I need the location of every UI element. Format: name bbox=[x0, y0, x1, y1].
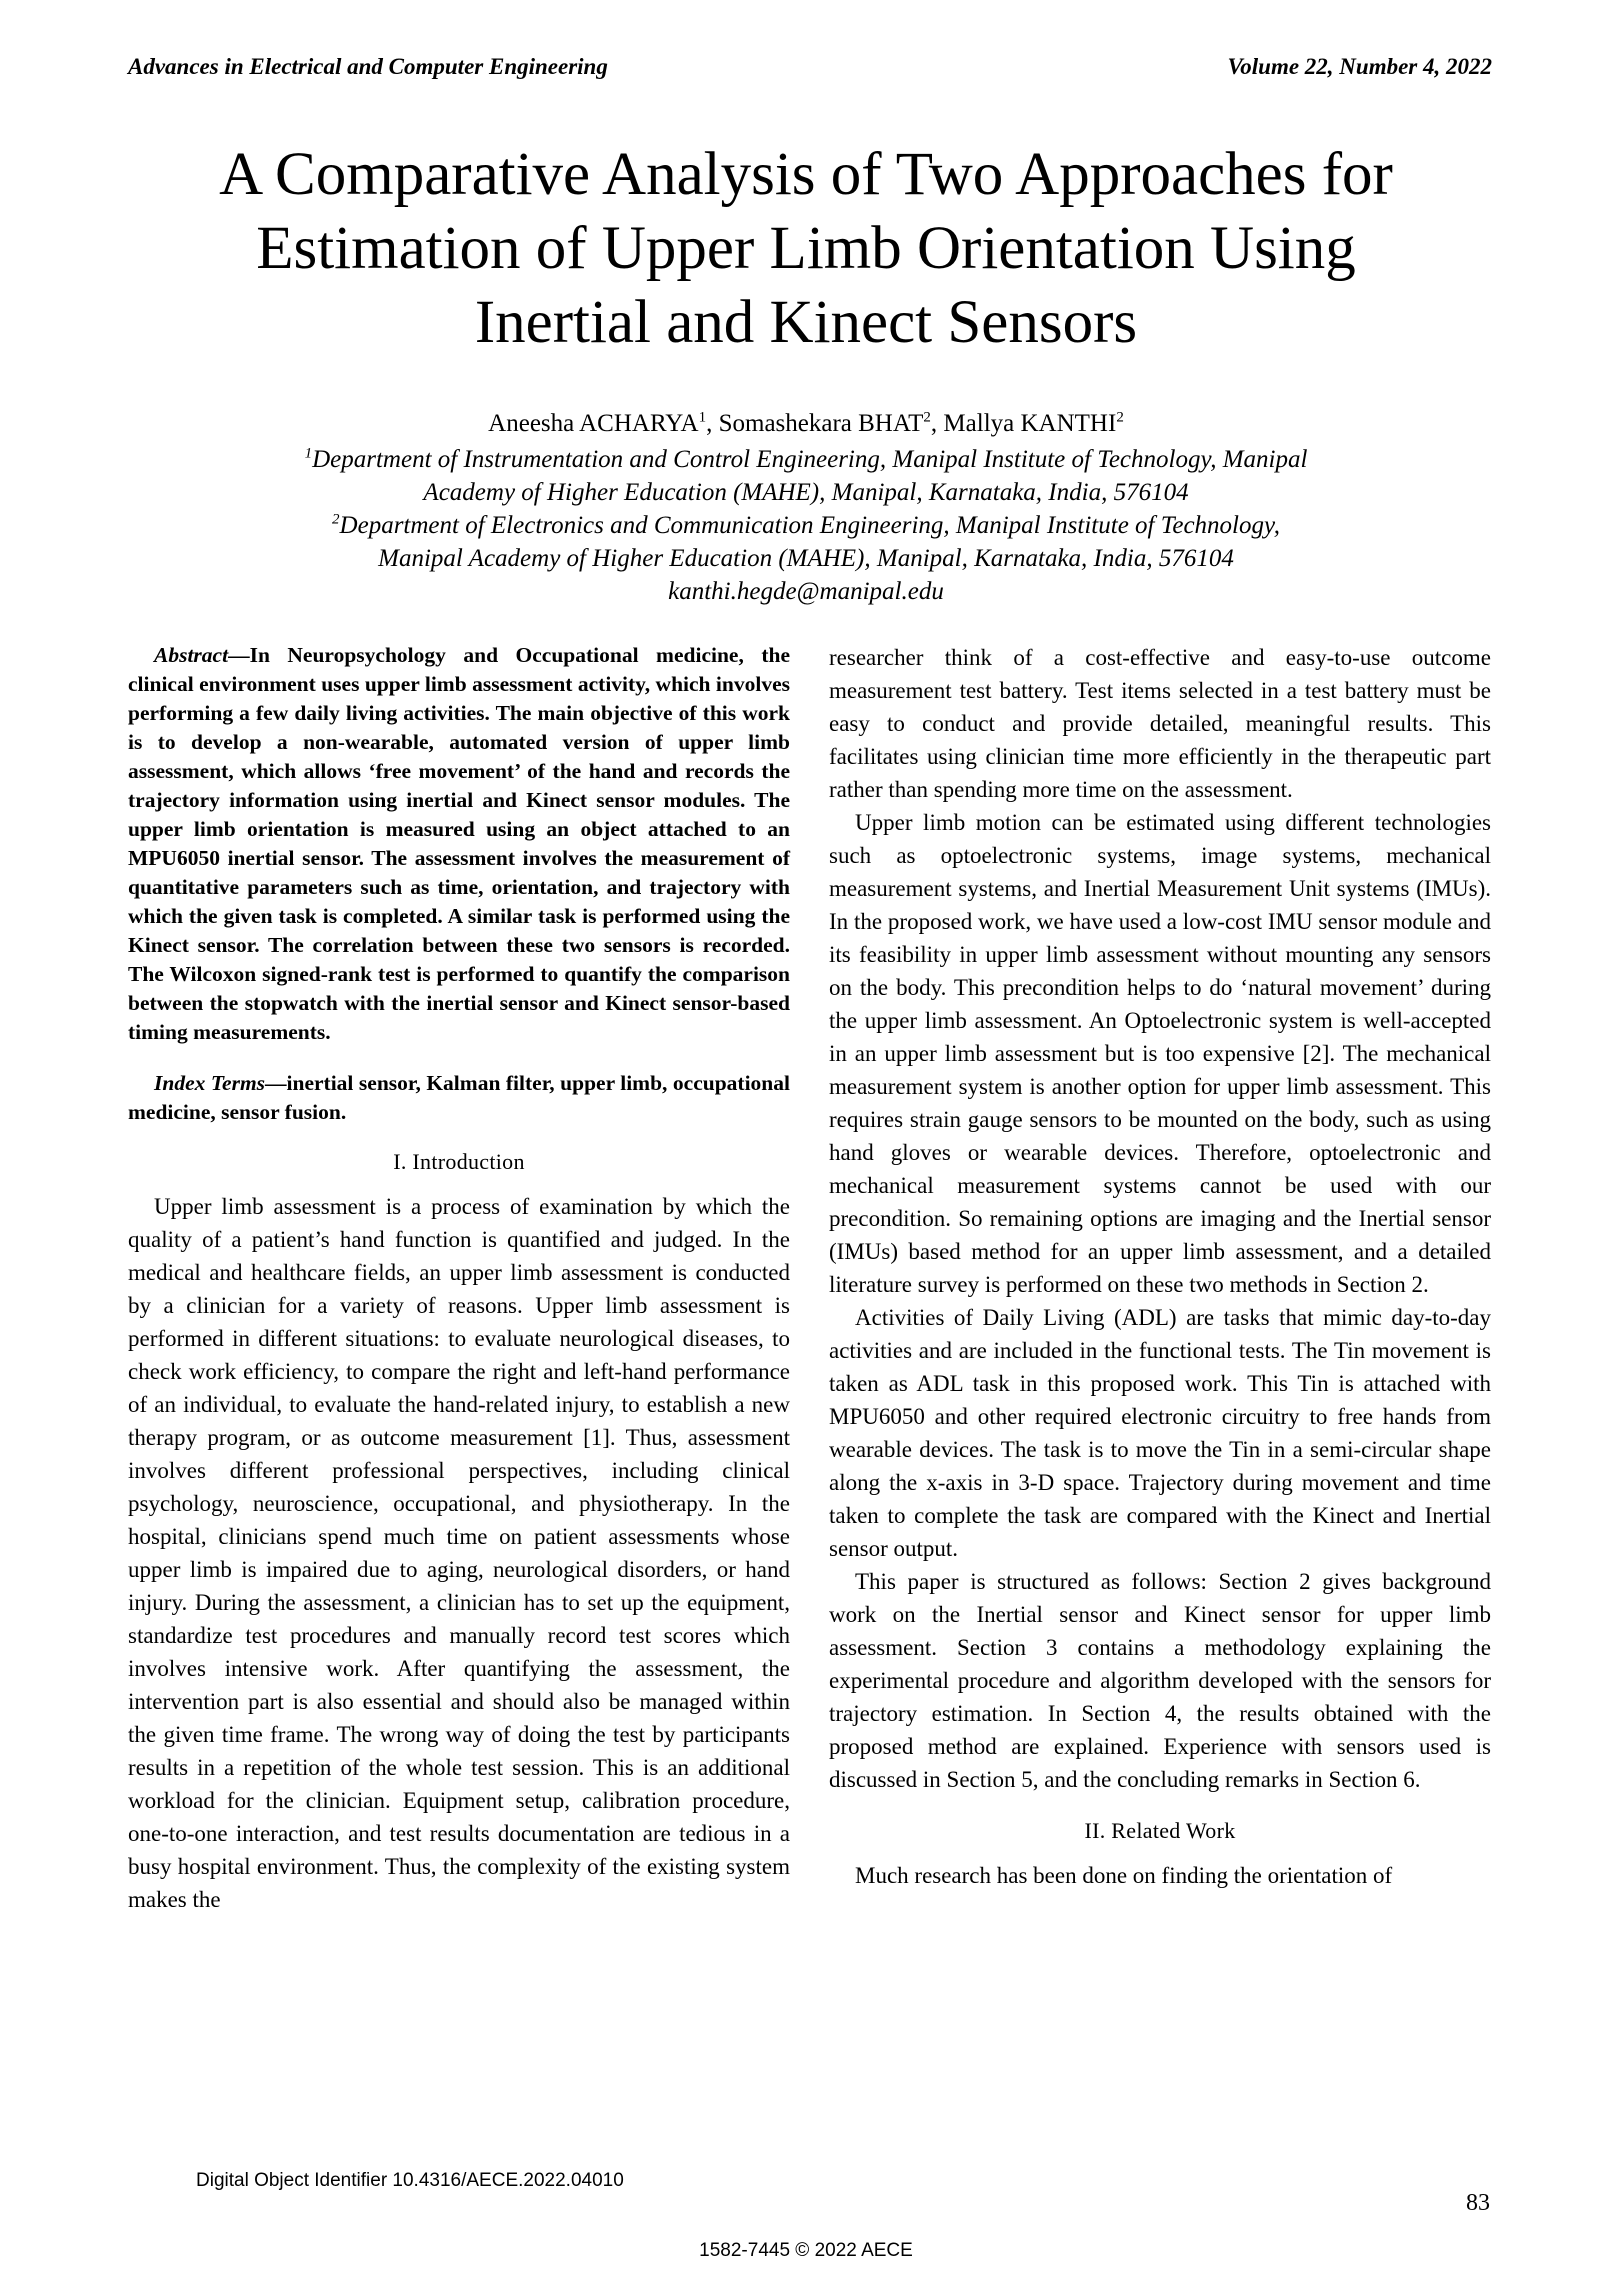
section-heading-related-work: II. Related Work bbox=[1084, 1818, 1236, 1843]
author-affil-sup: 2 bbox=[1116, 409, 1124, 426]
author-list bbox=[120, 410, 1492, 438]
page-number: 83 bbox=[1466, 2190, 1490, 2216]
affiliation-2-line bbox=[150, 509, 1462, 542]
affiliations bbox=[150, 443, 1462, 608]
body-paragraph: Activities of Daily Living (ADL) are tasks that mimic day-to-day activities and are included in the functional tests. The Tin movement is taken as ADL task in this proposed work. This Tin is attached with MPU6050 and other required electronic circuitry to free hands from wearable devices. The task is to move the Tin in a semi-circular shape along the x-axis in 3-D space. Trajectory during movement and time taken to complete the task are compared with the Kinect and Inertial sensor output. bbox=[829, 1305, 1491, 1561]
section-heading-introduction: I. Introduction bbox=[393, 1149, 525, 1174]
right-column bbox=[829, 641, 1491, 1892]
body-paragraph: Upper limb motion can be estimated using different technologies such as optoelectronic systems, image systems, mechanical measurement systems, and Inertial Measurement Unit systems (IMUs). In the proposed work, we have used a low-cost IMU sensor module and its feasibility in upper limb assessment without mounting any sensors on the body. This precondition helps to do ‘natural movement’ during the upper limb assessment. An Optoelectronic system is well-accepted in an upper limb assessment but is too expensive [2]. The mechanical measurement system is another option for upper limb assessment. This requires strain gauge sensors to be mounted on the body, such as using hand gloves or wearable devices. Therefore, optoelectronic and mechanical measurement systems cannot be used with our precondition. So remaining options are imaging and the Inertial sensor (IMUs) based method for an upper limb assessment, and a detailed literature survey is performed on these two methods in Section 2. bbox=[829, 810, 1491, 1297]
author-separator: , bbox=[706, 410, 719, 437]
affil-text: Department of Instrumentation and Control Engineering, Manipal Institute of Technology, Manipal bbox=[312, 446, 1308, 473]
title-line: Estimation of Upper Limb Orientation Using bbox=[256, 215, 1356, 282]
affil-text: Department of Electronics and Communication Engineering, Manipal Institute of Technology, bbox=[339, 512, 1280, 539]
body-paragraph: Upper limb assessment is a process of examination by which the quality of a patient’s hand function is quantified and judged. In the medical and healthcare fields, an upper limb assessment is conducted by a clinician for a variety of reasons. Upper limb assessment is performed in different situations: to evaluate neurological diseases, to check work efficiency, to compare the right and left-hand performance of an individual, to evaluate the hand-related injury, to establish a new therapy program, or as outcome measurement [1]. Thus, assessment involves different professional perspectives, including clinical psychology, neuroscience, occupational, and physiotherapy. In the hospital, clinicians spend much time on patient assessments whose upper limb is impaired due to aging, neurological disorders, or hand injury. During the assessment, a clinician has to set up the equipment, standardize test procedures and manually record test scores which involves intensive work. After quantifying the assessment, the intervention part is also essential and should also be managed within the given time frame. The wrong way of doing the test by participants results in a repetition of the whole test session. This is an additional workload for the clinician. Equipment setup, calibration procedure, one-to-one interaction, and test results documentation are tedious in a busy hospital environment. Thus, the complexity of the existing system makes the bbox=[128, 1194, 790, 1912]
author-name: Aneesha ACHARYA bbox=[488, 410, 699, 437]
doi: Digital Object Identifier 10.4316/AECE.2022.04010 bbox=[196, 2170, 624, 2191]
author-name: Somashekara BHAT bbox=[718, 410, 924, 437]
index-terms-lead: Index Terms bbox=[154, 1071, 266, 1095]
index-terms bbox=[128, 1069, 790, 1127]
author-separator: , bbox=[930, 410, 944, 437]
author-affil-sup: 1 bbox=[698, 409, 707, 426]
running-header bbox=[128, 54, 1492, 80]
affiliation-1-line: Academy of Higher Education (MAHE), Manipal, Karnataka, India, 576104 bbox=[423, 479, 1189, 506]
paper-title bbox=[120, 138, 1492, 360]
issn-copyright: 1582-7445 © 2022 AECE bbox=[699, 2240, 913, 2261]
affiliation-2-line: Manipal Academy of Higher Education (MAHE), Manipal, Karnataka, India, 576104 bbox=[378, 545, 1234, 572]
body-paragraph: This paper is structured as follows: Section 2 gives background work on the Inertial sensor and Kinect sensor for upper limb assessment. Section 3 contains a methodology explaining the experimental procedure and algorithm developed with the sensors for trajectory estimation. In Section 4, the results obtained with the proposed method are explained. Experience with sensors used is discussed in Section 5, and the concluding remarks in Section 6. bbox=[829, 1569, 1491, 1792]
body-paragraph: Much research has been done on finding the orientation of bbox=[855, 1863, 1393, 1888]
abstract-lead: Abstract bbox=[154, 643, 229, 667]
title-line: Inertial and Kinect Sensors bbox=[474, 289, 1138, 356]
body-paragraph: researcher think of a cost-effective and easy-to-use outcome measurement test battery. Test items selected in a test battery must be easy to conduct and provide detailed, meaningful results. This facilitates using clinician time more efficiently in the therapeutic part rather than spending more time on the assessment. bbox=[829, 645, 1491, 802]
abstract-text: —In Neuropsychology and Occupational medicine, the clinical environment uses upper limb assessment activity, which involves performing a few daily living activities. The main objective of this work is to develop a non-wearable, automated version of upper limb assessment, which allows ‘free movement’ of the hand and records the trajectory information using inertial and Kinect sensor modules. The upper limb orientation is measured using an object attached to an MPU6050 inertial sensor. The assessment involves the measurement of quantitative parameters such as time, orientation, and trajectory with which the given task is completed. A similar task is performed using the Kinect sensor. The correlation between these two sensors is recorded. The Wilcoxon signed-rank test is performed to quantify the comparison between the stopwatch with the inertial sensor and Kinect sensor-based timing measurements. bbox=[128, 643, 790, 1044]
abstract bbox=[128, 641, 790, 1047]
journal-name: Advances in Electrical and Computer Engineering bbox=[128, 54, 608, 79]
affil-sup: 1 bbox=[304, 445, 313, 462]
volume-info: Volume 22, Number 4, 2022 bbox=[1227, 54, 1492, 79]
title-line: A Comparative Analysis of Two Approaches for bbox=[219, 141, 1393, 208]
author-name: Mallya KANTHI bbox=[943, 410, 1117, 437]
affil-sup: 2 bbox=[332, 511, 340, 528]
author-email: kanthi.hegde@manipal.edu bbox=[668, 578, 944, 605]
index-terms-text: —inertial sensor, Kalman filter, upper limb, occupational medicine, sensor fusion. bbox=[128, 1071, 790, 1124]
affiliation-1-line bbox=[150, 443, 1462, 476]
author-affil-sup: 2 bbox=[923, 409, 931, 426]
left-column bbox=[128, 641, 790, 1916]
